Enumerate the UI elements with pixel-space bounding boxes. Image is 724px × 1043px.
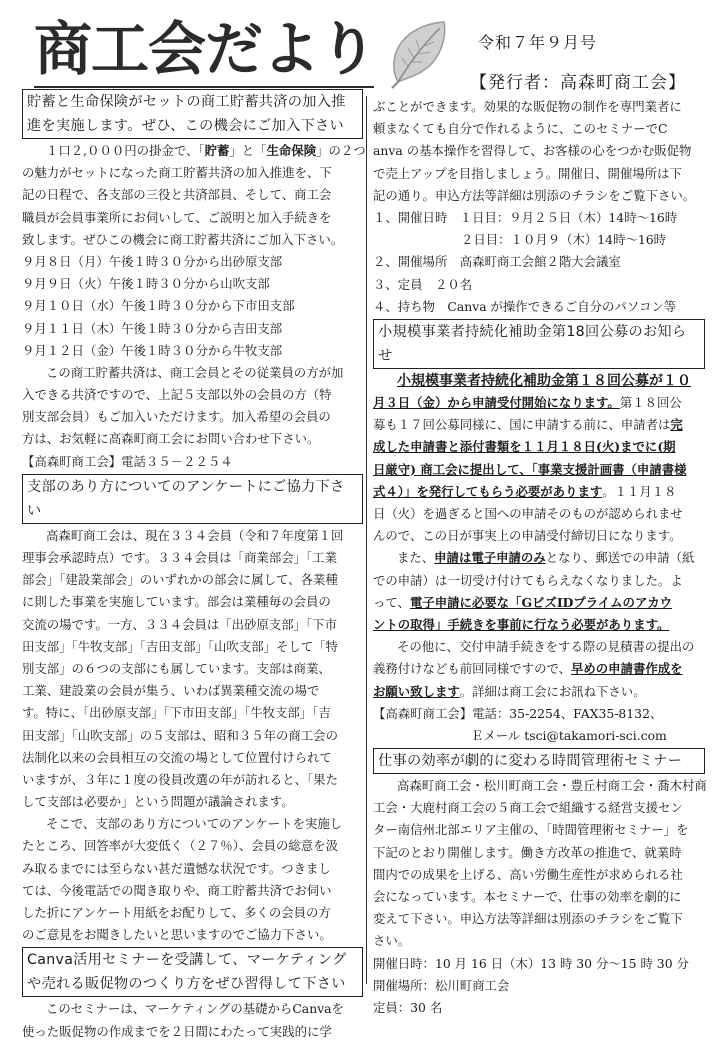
body-line: に則した事業を実施しています。部会は業種毎の会員の [22, 594, 331, 610]
body-line: いますが、３年に１度の役員改選の年が訪れると、「果た [22, 771, 338, 787]
body-line: 下記のとおり開催します。働き方改革の推進で、就業時 [373, 844, 682, 860]
body-line: 成した申請書と添付書類を１１月１８日(火)までに(期 [373, 439, 676, 455]
detail-line: 定員：30 名 [373, 999, 443, 1015]
canva-seminar-continued [373, 96, 705, 318]
body-line: 小規模事業者持続化補助金第１８回公募が１０ [397, 372, 691, 389]
time-management-seminar-body [373, 775, 705, 1019]
schedule-item: ９月１１日（木）午後１時３０分から吉田支部 [22, 320, 283, 336]
title-line: 貯蓄と生命保険がセットの商工貯蓄共済の加入推 [27, 94, 346, 110]
detail-line: ３、定員 ２０名 [373, 276, 473, 292]
body-line: 交流の場です。一方、３３４会員は「出砂原支部」「下市 [22, 616, 337, 632]
body-line: の魅力がセットになった商工貯蓄共済の加入推進を、下 [22, 165, 332, 181]
body-line: 職員が会員事業所にお伺いして、ご説明と加入手続きを [22, 209, 332, 225]
body-line: 方は、お気軽に高森町商工会にお問い合わせ下さい。 [22, 431, 320, 447]
body-line: 別支部」の６つの支部にも属しています。支部は商業、 [22, 660, 331, 676]
branch-survey-body [22, 525, 363, 947]
body-line: す。特に、「出砂原支部」「下市田支部」「牛牧支部」「吉 [22, 705, 331, 721]
leaf-icon [386, 18, 452, 88]
body-line: 会になっています。本セミナーで、仕事の効率を劇的に [373, 889, 682, 904]
body-line: 募も１７回公募同様に、国に申請する前に、申請者は完 [373, 417, 683, 433]
body-line: このセミナーは、マーケティングの基礎からCanvaを [46, 1001, 344, 1017]
body-line: また、申請は電子申請のみとなり、郵送での申請（紙 [397, 550, 695, 566]
detail-line: ２、開催場所 高森町商工会館２階大会議室 [373, 254, 621, 270]
canva-seminar-title [22, 947, 363, 997]
subsidy-body [373, 370, 705, 747]
body-line: 記の通り。申込方法等詳細は別添のチラシをご覧下さい。 [373, 187, 696, 203]
body-line: ター南信州北部エリア主催の、「時間管理術セミナー」を [373, 822, 689, 838]
canva-seminar-body [22, 998, 363, 1042]
body-line: １口２,０００円の掛金で、「貯蓄」と「生命保険」の２つ [46, 143, 366, 158]
body-line: 間内での成果を上げる、高い労働生産性が求められる社 [373, 866, 683, 882]
contact-line: 【高森町商工会】電話：35-2254、FAX35-8132、 [373, 705, 663, 721]
body-line: で売上アップを目指しましょう。開催日、開催場所は下 [373, 165, 682, 181]
body-line: 高森町商工会は、現在３３４会員（令和７年度第１回 [46, 527, 344, 543]
body-line: ては、今後電話での聞き取りや、商工貯蓄共済でお伺い [22, 882, 332, 898]
body-line: して支部は必要か」という問題が議論されます。 [22, 794, 294, 810]
body-line: 致します。ぜひこの機会に商工貯蓄共済にご加入下さい。 [22, 231, 344, 247]
email-line: Ｅメール tsci@takamori-sci.com [471, 727, 667, 743]
body-line: 使った販促物の作成までを２日間にわたって実践的に学 [22, 1023, 332, 1039]
body-line: 月３日（金）から申請受付開始になります。第１８回公 [373, 395, 682, 411]
body-line: 変えて下さい。申込方法等詳細は別添のチラシをご覧下 [373, 911, 683, 927]
time-management-seminar-title: 仕事の効率が劇的に変わる時間管理術セミナー [373, 748, 705, 774]
body-line: のご意見をお聞きしたいと思いますのでご協力下さい。 [22, 927, 332, 943]
body-line: 頼まなくても自分で作れるように、このセミナーでC [373, 121, 668, 137]
body-line: 工業、建設業の会員が集う、いわば異業種交流の場で [22, 683, 320, 699]
savings-insurance-title [22, 89, 363, 139]
left-column [22, 88, 366, 1043]
detail-line: ４、持ち物 Canva が操作できるご自分のパソコン等 [373, 298, 677, 314]
body-line: 記の日程で、各支部の三役と共済部員、そして、商工会 [22, 187, 332, 203]
schedule-item: ９月１２日（金）午後１時３０分から牛牧支部 [22, 342, 283, 358]
body-line: 式４）」を発行してもらう必要があります。１１月１８ [373, 483, 677, 499]
publisher: 【発行者：高森町商工会】 [470, 73, 686, 93]
body-line: んので、この日が事実上の申請受付締切日になります。 [373, 528, 682, 544]
body-line: した折にアンケート用紙をお配りして、多くの会員の方 [22, 905, 331, 920]
savings-insurance-body [22, 140, 366, 473]
newsletter-title: 商工会だより [34, 10, 374, 88]
title-line: 進を実施します。ぜひ、この機会にご加入下さい [27, 118, 345, 134]
body-line: 義務付けなども前回同様ですので、早めの申請書作成を [373, 661, 683, 677]
body-line: その他に、交付申請手続きをする際の見積書の提出の [397, 639, 695, 655]
schedule-item: ９月８日（月）午後１時３０分から出砂原支部 [22, 253, 283, 269]
body-line: 日（火）を過ぎると国への申請そのものが認められませ [373, 506, 683, 521]
body-line: 入できる共済ですので、上記５支部以外の会員の方（特 [22, 387, 332, 403]
contact-line: 【高森町商工会】電話３５－２２５４ [22, 453, 233, 469]
body-line: 田支部」「牛牧支部」「吉田支部」「山吹支部」そして「特 [22, 638, 338, 654]
right-column [373, 96, 705, 1019]
body-line: って、電子申請に必要な「GビズIDプライムのアカウ [373, 594, 672, 610]
body-line: み取るまでには至らない甚だ遺憾な状況です。つきまし [22, 860, 331, 876]
column-divider [366, 96, 367, 984]
body-line: 部会」「建設業部会」のいずれかの部会に属して、各業種 [22, 572, 338, 588]
subsidy-title: 小規模事業者持続化補助金第18回公募のお知らせ [373, 319, 705, 369]
body-line: ントの取得」手続きを事前に行なう必要があります。 [373, 616, 670, 632]
detail-line: 開催日時：10 月 16 日（木）13 時 30 分〜15 時 30 分 [373, 955, 689, 971]
issue-date: 令和７年９月号 [478, 33, 598, 52]
schedule-item: ９月１０日（水）午後１時３０分から下市田支部 [22, 298, 295, 314]
title-line: や売れる販促物のつくり方をぜひ習得して下さい [27, 976, 346, 993]
body-line: 理事会承認時点）です。３３４会員は「商業部会」「工業 [22, 550, 337, 565]
branch-survey-title: 支部のあり方についてのアンケートにご協力下さい [22, 474, 363, 524]
body-line: この商工貯蓄共済は、商工会員とその従業員の方が加 [46, 364, 344, 380]
body-line: ぶことができます。効果的な販促物の制作を専門業者に [373, 99, 682, 114]
body-line: anva の基本操作を習得して、お客様の心をつかむ販促物 [373, 143, 692, 159]
title-line: Canva活用セミナーを受講して、マーケティング [27, 952, 347, 969]
body-line: 田支部」「山吹支部」の５支部は、昭和３５年の商工会の [22, 727, 338, 743]
detail-line: １、開催日時 １日目：９月２５日（木）14時〜16時 [373, 209, 678, 225]
body-line: 法制化以来の会員相互の交流の場として位置付けられて [22, 749, 332, 765]
schedule-item: ９月９日（火）午後１時３０分から山吹支部 [22, 276, 270, 292]
body-line: 別支部会員）もご加入いただけます。加入希望の会員の [22, 409, 331, 425]
body-line: での申請）は一切受け付けてもらえなくなりました。よ [373, 572, 683, 588]
body-line: お願い致します。詳細は商工会にお訊ね下さい。 [373, 683, 646, 699]
body-line: 工会・大鹿村商工会の５商工会で組織する経営支援セン [373, 800, 683, 816]
body-line: 高森町商工会・松川町商工会・豊丘村商工会・喬木村商 [397, 778, 707, 794]
detail-line: ２日目：１０月９（木）14時〜16時 [461, 232, 667, 248]
detail-line: 開催場所：松川町商工会 [373, 977, 510, 993]
body-line: たところ、回答率が大変低く（２７％）、会員の総意を汲 [22, 838, 338, 854]
body-line: そこで、支部のあり方についてのアンケートを実施し [46, 816, 343, 832]
body-line: 日厳守) 商工会に提出して、「事業支援計画書（申請書様 [373, 461, 687, 477]
body-line: さい。 [373, 933, 411, 949]
